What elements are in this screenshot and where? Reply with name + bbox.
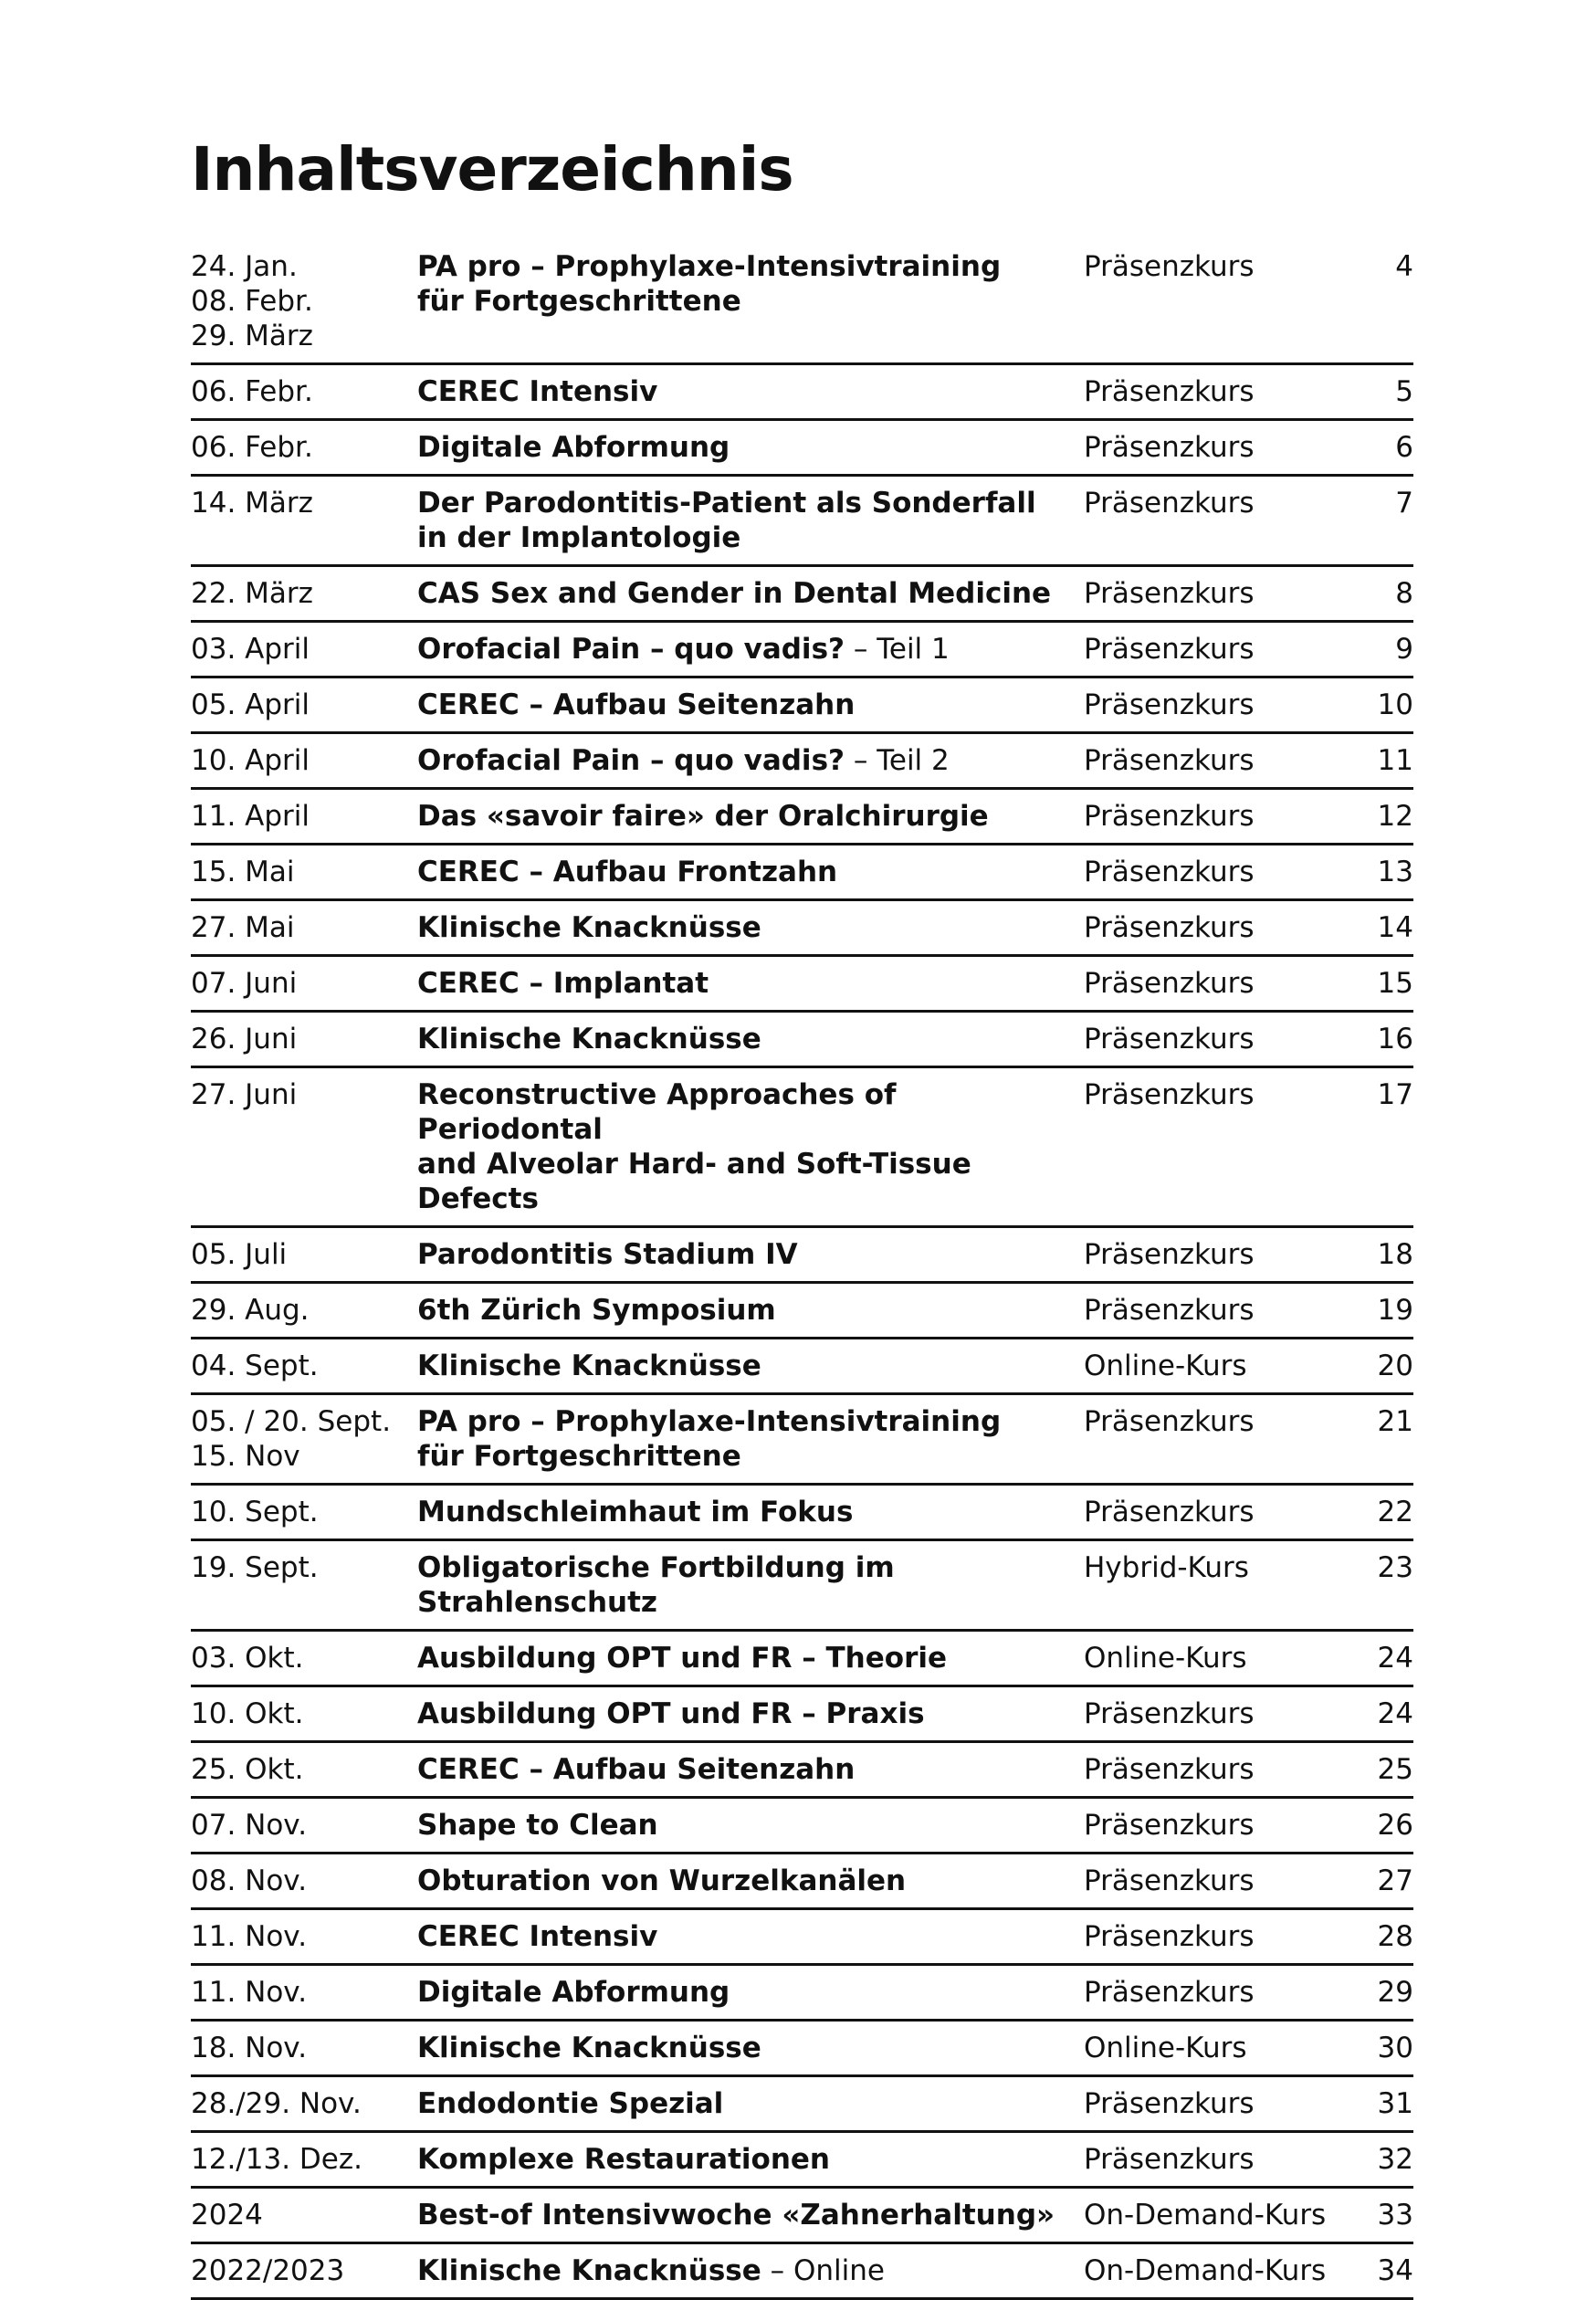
course-type: Präsenzkurs [1084, 1293, 1255, 1327]
course-date: 2022/2023 [191, 2253, 345, 2287]
course-title: CEREC – Aufbau Seitenzahn [417, 688, 856, 721]
course-title-cell [417, 855, 1084, 889]
course-title: Orofacial Pain – quo vadis? [417, 743, 845, 777]
course-type: Online-Kurs [1084, 1349, 1247, 1382]
page-number: 12 [1377, 799, 1413, 833]
toc-row [191, 365, 1413, 421]
course-title-cell [417, 1696, 1084, 1731]
course-date: 07. Juni [191, 966, 298, 1000]
course-title: Mundschleimhaut im Fokus [417, 1495, 854, 1528]
page-number: 24 [1377, 1696, 1413, 1730]
course-type: Präsenzkurs [1084, 430, 1255, 464]
toc-row [191, 1228, 1413, 1284]
course-date: 10. Okt. [191, 1696, 304, 1730]
course-type: Präsenzkurs [1084, 688, 1255, 721]
course-type: Präsenzkurs [1084, 743, 1255, 777]
course-title-cell [417, 249, 1084, 319]
course-date: 19. Sept. [191, 1550, 319, 1584]
course-type: Präsenzkurs [1084, 1404, 1255, 1438]
toc-row [191, 2022, 1413, 2077]
course-title-cell [417, 1077, 1084, 1216]
course-date: 26. Juni [191, 1022, 298, 1055]
course-date: 03. Okt. [191, 1641, 304, 1675]
toc-row [191, 1966, 1413, 2022]
page-number: 31 [1377, 2086, 1413, 2120]
page-number: 19 [1377, 1293, 1413, 1327]
toc-row [191, 623, 1413, 678]
page-number: 15 [1377, 966, 1413, 1000]
course-date: 04. Sept. [191, 1349, 319, 1382]
course-title: Klinische Knacknüsse [417, 2031, 761, 2064]
course-title: Shape to Clean [417, 1808, 658, 1842]
page-number: 11 [1377, 743, 1413, 777]
course-title: Ausbildung OPT und FR – Praxis [417, 1696, 925, 1730]
course-type: Präsenzkurs [1084, 1808, 1255, 1842]
course-title-cell [417, 1975, 1084, 2010]
page-number: 16 [1377, 1022, 1413, 1055]
course-title-cell [417, 1864, 1084, 1898]
course-title-cell [417, 2086, 1084, 2121]
page-title: Inhaltsverzeichnis [191, 134, 793, 205]
course-type: Präsenzkurs [1084, 632, 1255, 666]
toc-row [191, 1395, 1413, 1486]
course-title: Ausbildung OPT und FR – Theorie [417, 1641, 948, 1675]
page-number: 25 [1377, 1752, 1413, 1786]
toc-row [191, 1486, 1413, 1541]
course-title-cell [417, 632, 1084, 667]
course-title: Der Parodontitis-Patient als Sonderfall in der Implantologie [417, 486, 1036, 554]
page-number: 34 [1377, 2253, 1413, 2287]
course-title-cell [417, 743, 1084, 778]
page-number: 18 [1377, 1237, 1413, 1271]
course-title: CAS Sex and Gender in Dental Medicine [417, 576, 1052, 610]
course-title-cell [417, 1237, 1084, 1272]
course-date: 11. Nov. [191, 1975, 308, 2009]
toc-row [191, 249, 1413, 365]
toc-row [191, 1799, 1413, 1854]
course-title-cell [417, 799, 1084, 834]
course-title: Reconstructive Approaches of Periodontal and Alveolar Hard- and Soft-Tissue Defects [417, 1077, 971, 1215]
course-type: Präsenzkurs [1084, 2086, 1255, 2120]
course-title: Best-of Intensivwoche «Zahnerhaltung» [417, 2198, 1055, 2232]
toc-row [191, 2189, 1413, 2244]
course-title: Das «savoir faire» der Oralchirurgie [417, 799, 989, 833]
course-title: Klinische Knacknüsse [417, 910, 761, 944]
page-number: 10 [1377, 688, 1413, 721]
course-title: CEREC – Implantat [417, 966, 709, 1000]
course-type: Online-Kurs [1084, 1641, 1247, 1675]
course-title-suffix: – Online [761, 2253, 885, 2287]
page-number: 30 [1377, 2031, 1413, 2064]
course-title-cell [417, 1293, 1084, 1328]
course-date: 14. März [191, 486, 313, 520]
course-type: On-Demand-Kurs [1084, 2253, 1327, 2287]
course-title: CEREC Intensiv [417, 1919, 658, 1953]
course-type: Präsenzkurs [1084, 1696, 1255, 1730]
course-type: Präsenzkurs [1084, 1752, 1255, 1786]
course-title: CEREC Intensiv [417, 374, 658, 408]
page-number: 29 [1377, 1975, 1413, 2009]
course-date: 05. Juli [191, 1237, 288, 1271]
course-date: 10. Sept. [191, 1495, 319, 1528]
course-date: 25. Okt. [191, 1752, 304, 1786]
course-date: 06. Febr. [191, 374, 313, 408]
page-number: 17 [1377, 1077, 1413, 1111]
toc-row [191, 845, 1413, 901]
toc-row [191, 421, 1413, 477]
toc-table [191, 249, 1413, 2300]
page-number: 33 [1377, 2198, 1413, 2232]
course-title-cell [417, 910, 1084, 945]
course-type: Präsenzkurs [1084, 2142, 1255, 2176]
toc-row [191, 957, 1413, 1013]
course-date: 11. April [191, 799, 310, 833]
course-date: 07. Nov. [191, 1808, 308, 1842]
page-number: 14 [1377, 910, 1413, 944]
course-type: Präsenzkurs [1084, 910, 1255, 944]
course-date: 24. Jan. 08. Febr. 29. März [191, 249, 313, 352]
toc-row [191, 1284, 1413, 1339]
course-title-cell [417, 1404, 1084, 1474]
course-title-cell [417, 430, 1084, 465]
course-type: Präsenzkurs [1084, 1077, 1255, 1111]
course-title: Klinische Knacknüsse [417, 2253, 761, 2287]
course-title-cell [417, 2198, 1084, 2232]
course-title-cell [417, 1495, 1084, 1529]
toc-row [191, 1632, 1413, 1687]
toc-row [191, 734, 1413, 790]
course-title: Parodontitis Stadium IV [417, 1237, 798, 1271]
page-number: 13 [1377, 855, 1413, 888]
toc-row [191, 1339, 1413, 1395]
page-number: 27 [1377, 1864, 1413, 1897]
course-type: Präsenzkurs [1084, 1864, 1255, 1897]
course-type: Präsenzkurs [1084, 799, 1255, 833]
course-date: 29. Aug. [191, 1293, 310, 1327]
course-type: Präsenzkurs [1084, 249, 1255, 283]
course-date: 05. April [191, 688, 310, 721]
course-title-cell [417, 1752, 1084, 1787]
course-type: Präsenzkurs [1084, 374, 1255, 408]
toc-row [191, 1068, 1413, 1228]
toc-page [191, 134, 1413, 2300]
course-title: CEREC – Aufbau Seitenzahn [417, 1752, 856, 1786]
course-date: 15. Mai [191, 855, 295, 888]
page-number: 7 [1395, 486, 1413, 520]
course-title: Digitale Abformung [417, 430, 730, 464]
course-title-cell [417, 2031, 1084, 2065]
page-number: 4 [1395, 249, 1413, 283]
course-type: Präsenzkurs [1084, 966, 1255, 1000]
course-title-suffix: – Teil 1 [845, 632, 950, 666]
course-type: Präsenzkurs [1084, 1495, 1255, 1528]
course-date: 22. März [191, 576, 313, 610]
page-number: 22 [1377, 1495, 1413, 1528]
course-title-cell [417, 486, 1084, 555]
toc-row [191, 1910, 1413, 1966]
course-type: Präsenzkurs [1084, 1022, 1255, 1055]
course-title: Obligatorische Fortbildung im Strahlenschutz [417, 1550, 895, 1619]
course-title: CEREC – Aufbau Frontzahn [417, 855, 838, 888]
page-number: 8 [1395, 576, 1413, 610]
course-date: 18. Nov. [191, 2031, 308, 2064]
course-title-cell [417, 2253, 1084, 2288]
toc-row [191, 901, 1413, 957]
page-number: 24 [1377, 1641, 1413, 1675]
course-title-cell [417, 2142, 1084, 2177]
course-title-cell [417, 966, 1084, 1001]
course-title-cell [417, 1919, 1084, 1954]
course-type: Präsenzkurs [1084, 855, 1255, 888]
course-date: 11. Nov. [191, 1919, 308, 1953]
toc-row [191, 678, 1413, 734]
page-number: 23 [1377, 1550, 1413, 1584]
course-title: PA pro – Prophylaxe-Intensivtraining für Fortgeschrittene [417, 1404, 1002, 1473]
course-title-suffix: – Teil 2 [845, 743, 950, 777]
course-title: Digitale Abformung [417, 1975, 730, 2009]
course-date: 06. Febr. [191, 430, 313, 464]
course-type: Präsenzkurs [1084, 1919, 1255, 1953]
course-title: Komplexe Restaurationen [417, 2142, 830, 2176]
course-type: Präsenzkurs [1084, 1237, 1255, 1271]
course-title-cell [417, 576, 1084, 611]
course-date: 2024 [191, 2198, 263, 2232]
course-title-cell [417, 374, 1084, 409]
page-number: 21 [1377, 1404, 1413, 1438]
course-date: 28./29. Nov. [191, 2086, 362, 2120]
toc-row [191, 477, 1413, 567]
course-title-cell [417, 1022, 1084, 1056]
course-title: Klinische Knacknüsse [417, 1022, 761, 1055]
page-number: 9 [1395, 632, 1413, 666]
course-title: Endodontie Spezial [417, 2086, 724, 2120]
course-title: Obturation von Wurzelkanälen [417, 1864, 907, 1897]
course-title: 6th Zürich Symposium [417, 1293, 776, 1327]
course-date: 08. Nov. [191, 1864, 308, 1897]
course-title: PA pro – Prophylaxe-Intensivtraining für Fortgeschrittene [417, 249, 1002, 318]
toc-row [191, 567, 1413, 623]
course-date: 10. April [191, 743, 310, 777]
course-type: Präsenzkurs [1084, 486, 1255, 520]
course-date: 27. Juni [191, 1077, 298, 1111]
course-date: 12./13. Dez. [191, 2142, 362, 2176]
course-title-cell [417, 1349, 1084, 1383]
page-number: 26 [1377, 1808, 1413, 1842]
toc-row [191, 790, 1413, 845]
course-title: Orofacial Pain – quo vadis? [417, 632, 845, 666]
toc-row [191, 1743, 1413, 1799]
toc-row [191, 1013, 1413, 1068]
toc-row [191, 2077, 1413, 2133]
course-date: 27. Mai [191, 910, 295, 944]
course-date: 05. / 20. Sept. 15. Nov [191, 1404, 392, 1473]
course-type: On-Demand-Kurs [1084, 2198, 1327, 2232]
toc-row [191, 1854, 1413, 1910]
page-number: 6 [1395, 430, 1413, 464]
course-title-cell [417, 688, 1084, 722]
toc-row [191, 2244, 1413, 2300]
page-number: 32 [1377, 2142, 1413, 2176]
course-title-cell [417, 1550, 1084, 1620]
course-date: 03. April [191, 632, 310, 666]
course-type: Hybrid-Kurs [1084, 1550, 1249, 1584]
page-number: 28 [1377, 1919, 1413, 1953]
course-type: Präsenzkurs [1084, 1975, 1255, 2009]
toc-row [191, 1541, 1413, 1632]
course-type: Online-Kurs [1084, 2031, 1247, 2064]
course-title-cell [417, 1641, 1084, 1675]
toc-row [191, 2133, 1413, 2189]
toc-row [191, 1687, 1413, 1743]
page-number: 5 [1395, 374, 1413, 408]
course-type: Präsenzkurs [1084, 576, 1255, 610]
course-title-cell [417, 1808, 1084, 1843]
course-title: Klinische Knacknüsse [417, 1349, 761, 1382]
page-number: 20 [1377, 1349, 1413, 1382]
